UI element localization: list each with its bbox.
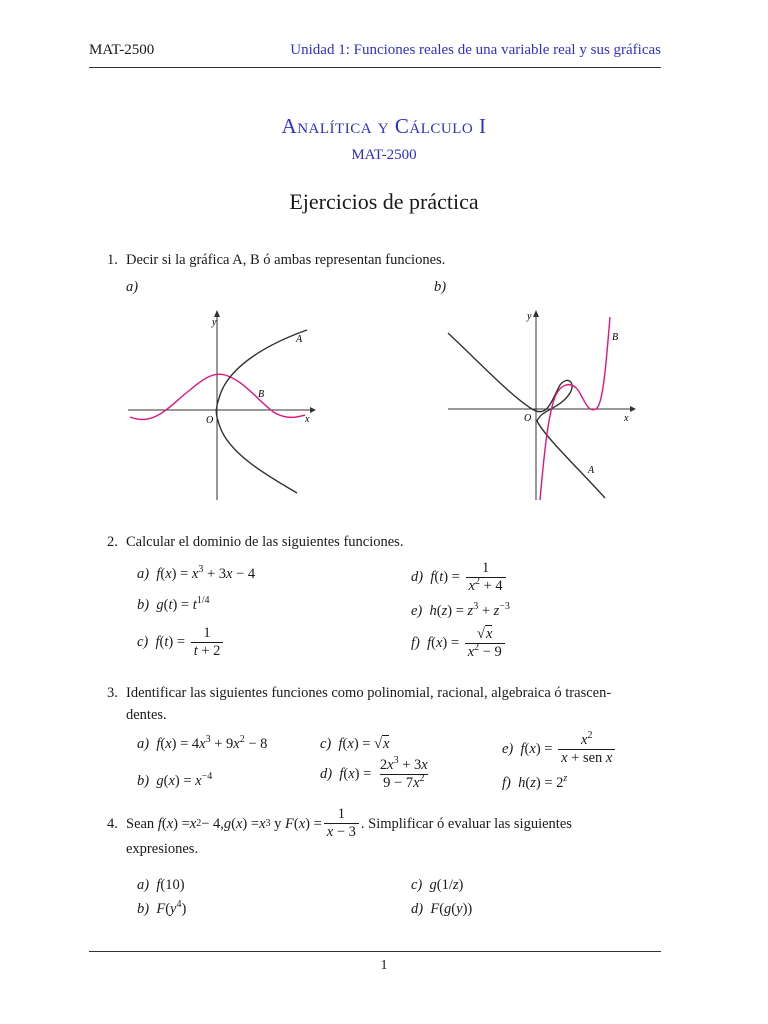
header-course-code: MAT-2500 <box>89 42 155 58</box>
curve-b-label: B <box>612 332 619 343</box>
page-number: 1 <box>380 958 388 973</box>
question-text: Calcular el dominio de las siguientes funciones. <box>126 534 404 550</box>
graph-b <box>440 305 640 505</box>
origin-label: O <box>524 413 532 424</box>
q2-item-d: d) f(t) = $\frac{1}{x^2 + 4}$ <box>411 561 508 594</box>
header-unit-title: Unidad 1: Funciones reales de una variable real y sus gráficas <box>290 42 661 58</box>
question-2 <box>107 531 403 553</box>
x-axis-label: x <box>624 413 629 424</box>
q3-item-a: a) $f(x) = 4x^3 + 9x^2 - 8$ <box>137 734 268 752</box>
question-text-continued: expresiones. <box>126 841 199 857</box>
graph-a-label: a) <box>126 279 139 295</box>
q3-item-d: d) f(x) = $\frac{2x^3 + 3x}{9 - 7x^2}$ <box>320 755 428 791</box>
q2-item-b: b) $g(t) = t^{1/4}$ <box>137 595 210 613</box>
y-axis-label: y <box>212 317 217 328</box>
question-text-continued: dentes. <box>126 707 167 723</box>
document-subtitle: MAT-2500 <box>351 147 417 163</box>
question-number: 2. <box>107 534 118 550</box>
q4-item-b: b) $F(y^4)$ <box>137 899 187 917</box>
question-number: 4. <box>107 815 118 832</box>
curve-a-label: A <box>588 465 595 476</box>
graph-b-label: b) <box>434 279 447 295</box>
question-4: 4. Sean f ( x ) = x 2 − 4, g ( x ) = x 3 y F ( x ) = $\frac{1}{x - 3}$ . Simplificar ó evaluar las siguientes expresiones. <box>107 807 572 860</box>
q3-item-c: c) f(x) = √x <box>320 736 390 752</box>
origin-label: O <box>206 415 214 426</box>
q2-item-c: c) f(t) = $\frac{1}{t + 2}$ <box>137 626 225 659</box>
document-title: Analítica y Cálculo I <box>281 114 487 138</box>
q4-item-c: c) g(1/z) <box>411 877 464 893</box>
question-text: Decir si la gráfica A, B ó ambas representan funciones. <box>126 252 446 268</box>
question-number: 1. <box>107 252 118 268</box>
y-axis-label: y <box>527 311 532 322</box>
question-text: Identificar las siguientes funciones como polinomial, racional, algebraica ó trascen- <box>126 685 612 701</box>
curve-b-label: B <box>258 389 265 400</box>
q2-item-a: a) $f(x) = x^3 + 3x - 4$ <box>137 564 256 582</box>
question-3 <box>107 682 611 726</box>
q4-item-d: d) F(g(y)) <box>411 901 473 917</box>
x-axis-label: x <box>305 414 310 425</box>
q2-item-e: e) $h(z) = z^3 + z^{-3}$ <box>411 601 510 619</box>
question-number: 3. <box>107 685 118 701</box>
section-heading: Ejercicios de práctica <box>289 189 479 214</box>
q3-item-f: f) $h(z) = 2^z$ <box>502 773 568 791</box>
footer-rule <box>89 951 661 952</box>
curve-a-label: A <box>296 334 303 345</box>
q4-item-a: a) f(10) <box>137 877 185 893</box>
q2-item-f: f) f(x) = $\frac{√x}{x^2 - 9}$ <box>411 627 507 660</box>
question-1 <box>107 249 445 271</box>
q3-item-b: b) $g(x) = x^{-4}$ <box>137 771 213 789</box>
q3-item-e: e) f(x) = $\frac{x^2}{\text{x + sen x}}$ <box>502 733 617 766</box>
graph-a <box>120 305 320 505</box>
header-rule <box>89 67 661 68</box>
